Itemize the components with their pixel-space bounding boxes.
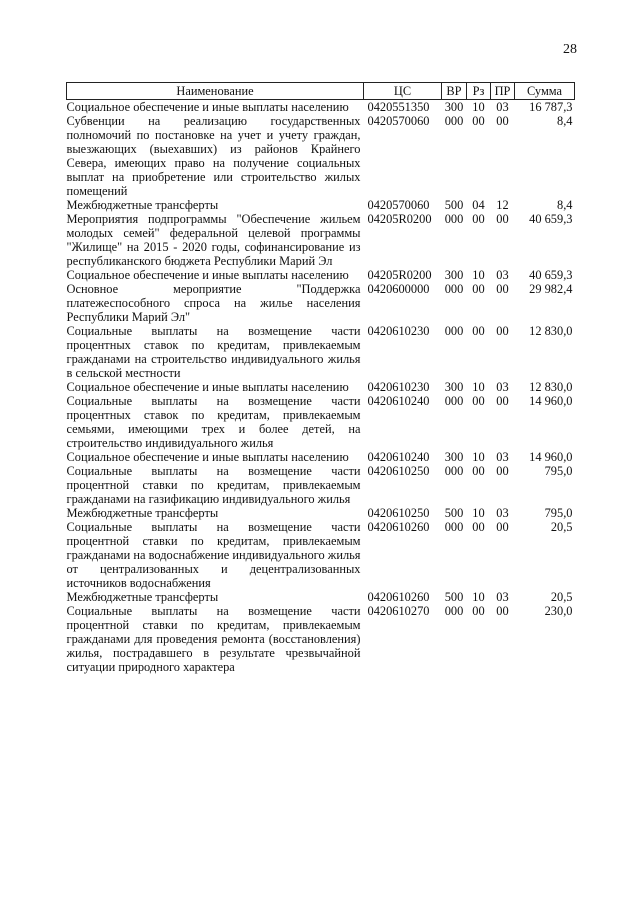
row-sum: 14 960,0 (529, 450, 573, 464)
row-cs: 0420570060 (367, 198, 430, 212)
row-rz: 10 (472, 100, 485, 114)
row-sum: 20,5 (550, 590, 573, 604)
row-sum: 40 659,3 (529, 212, 573, 226)
table-row (67, 114, 575, 198)
row-pr: 00 (496, 324, 509, 338)
row-pr: 03 (496, 450, 509, 464)
row-vr: 000 (444, 114, 464, 128)
row-pr: 00 (496, 212, 509, 226)
row-rz: 00 (472, 604, 485, 618)
row-pr: 03 (496, 506, 509, 520)
row-cs: 0420610250 (367, 506, 430, 520)
row-cs: 0420551350 (367, 100, 430, 114)
page-number: 28 (563, 42, 577, 57)
row-sum: 16 787,3 (529, 100, 573, 114)
row-rz: 00 (472, 212, 485, 226)
row-cs: 0420610270 (367, 604, 430, 618)
row-cs: 0420610240 (367, 394, 430, 408)
row-name: Социальные выплаты на возмещение части процентных ставок по кредитам, привлекаемым семьями, имеющими трех и более детей, на строительство индивидуального жилья (66, 394, 361, 450)
row-sum: 8,4 (557, 198, 573, 212)
table-row (67, 282, 575, 324)
row-vr: 000 (444, 212, 464, 226)
row-name: Социальное обеспечение и иные выплаты населению (66, 100, 349, 114)
row-sum: 795,0 (544, 506, 573, 520)
row-rz: 00 (472, 464, 485, 478)
row-sum: 29 982,4 (529, 282, 573, 296)
row-pr: 03 (496, 380, 509, 394)
header-pr: ПР (491, 83, 515, 100)
header-cs: ЦС (364, 83, 442, 100)
row-name: Основное мероприятие "Поддержка платежеспособного спроса на жилье населения Республики Марий Эл" (66, 282, 361, 324)
row-cs: 0420610260 (367, 520, 430, 534)
table-row (67, 590, 575, 604)
row-name: Социальное обеспечение и иные выплаты населению (66, 380, 349, 394)
row-pr: 00 (496, 520, 509, 534)
row-name: Субвенции на реализацию государственных полномочий по постановке на учет и учету граждан, выезжающих (выехавших) из районов Крайнего Севера, имеющих право на получение социальных выплат на приобретение или строительство жилых помещений (66, 114, 361, 198)
row-rz: 10 (472, 268, 485, 282)
table-row (67, 520, 575, 590)
row-pr: 03 (496, 590, 509, 604)
row-pr: 03 (496, 268, 509, 282)
row-vr: 000 (444, 394, 464, 408)
row-cs: 0420570060 (367, 114, 430, 128)
row-name: Социальные выплаты на возмещение части процентной ставки по кредитам, привлекаемым гражданами на водоснабжение индивидуального жилья от централизованных и децентрализованных источников водоснабжения (66, 520, 361, 590)
row-name: Социальные выплаты на возмещение части процентных ставок по кредитам, привлекаемым гражданами на строительство индивидуального жилья в сельской местности (66, 324, 361, 380)
row-sum: 12 830,0 (529, 324, 573, 338)
row-pr: 00 (496, 464, 509, 478)
row-vr: 500 (444, 590, 464, 604)
row-name: Межбюджетные трансферты (66, 506, 219, 520)
table-row (67, 268, 575, 282)
row-sum: 40 659,3 (529, 268, 573, 282)
row-name: Социальные выплаты на возмещение части процентной ставки по кредитам, привлекаемым гражданами на газификацию индивидуального жилья (66, 464, 361, 506)
row-vr: 000 (444, 520, 464, 534)
header-vr: ВР (442, 83, 467, 100)
row-sum: 12 830,0 (529, 380, 573, 394)
row-rz: 10 (472, 590, 485, 604)
row-pr: 00 (496, 394, 509, 408)
row-vr: 300 (444, 450, 464, 464)
header-name: Наименование (67, 83, 364, 100)
row-vr: 500 (444, 506, 464, 520)
table-row (67, 464, 575, 506)
row-pr: 00 (496, 604, 509, 618)
row-sum: 230,0 (544, 604, 573, 618)
table-row (67, 380, 575, 394)
row-sum: 14 960,0 (529, 394, 573, 408)
table-row (67, 604, 575, 674)
row-vr: 300 (444, 100, 464, 114)
row-name: Мероприятия подпрограммы "Обеспечение жильем молодых семей" федеральной целевой программы "Жилище" на 2015 - 2020 годы, софинансирование из республиканского бюджета Республики Марий Эл (66, 212, 361, 268)
row-cs: 04205R0200 (367, 212, 432, 226)
row-vr: 300 (444, 268, 464, 282)
row-rz: 00 (472, 394, 485, 408)
row-name: Социальные выплаты на возмещение части процентной ставки по кредитам, привлекаемым гражданами для проведения ремонта (восстановления) жилья, пострадавшего в результате чрезвычайной ситуации природного характера (66, 604, 361, 674)
header-sum: Сумма (515, 83, 575, 100)
row-sum: 8,4 (557, 114, 573, 128)
row-rz: 10 (472, 450, 485, 464)
row-rz: 00 (472, 324, 485, 338)
table-header-row (67, 83, 575, 100)
row-vr: 000 (444, 604, 464, 618)
table-row (67, 212, 575, 268)
row-vr: 000 (444, 464, 464, 478)
row-rz: 04 (472, 198, 485, 212)
budget-table (66, 82, 575, 674)
row-name: Социальное обеспечение и иные выплаты населению (66, 450, 349, 464)
row-cs: 0420610230 (367, 380, 430, 394)
row-pr: 03 (496, 100, 509, 114)
row-pr: 00 (496, 282, 509, 296)
row-name: Социальное обеспечение и иные выплаты населению (66, 268, 349, 282)
row-name: Межбюджетные трансферты (66, 590, 219, 604)
row-rz: 10 (472, 506, 485, 520)
row-cs: 0420600000 (367, 282, 430, 296)
row-name: Межбюджетные трансферты (66, 198, 219, 212)
table-row (67, 324, 575, 380)
row-sum: 795,0 (544, 464, 573, 478)
row-rz: 10 (472, 380, 485, 394)
row-vr: 000 (444, 282, 464, 296)
row-rz: 00 (472, 282, 485, 296)
row-vr: 500 (444, 198, 464, 212)
row-pr: 00 (496, 114, 509, 128)
table-row (67, 198, 575, 212)
row-rz: 00 (472, 520, 485, 534)
row-cs: 0420610230 (367, 324, 430, 338)
row-cs: 0420610250 (367, 464, 430, 478)
row-pr: 12 (496, 198, 509, 212)
row-cs: 04205R0200 (367, 268, 432, 282)
row-cs: 0420610240 (367, 450, 430, 464)
table-row (67, 100, 575, 115)
row-sum: 20,5 (550, 520, 573, 534)
table-row (67, 506, 575, 520)
row-vr: 300 (444, 380, 464, 394)
header-rz: Рз (467, 83, 491, 100)
row-cs: 0420610260 (367, 590, 430, 604)
table-row (67, 450, 575, 464)
row-vr: 000 (444, 324, 464, 338)
table-row (67, 394, 575, 450)
row-rz: 00 (472, 114, 485, 128)
